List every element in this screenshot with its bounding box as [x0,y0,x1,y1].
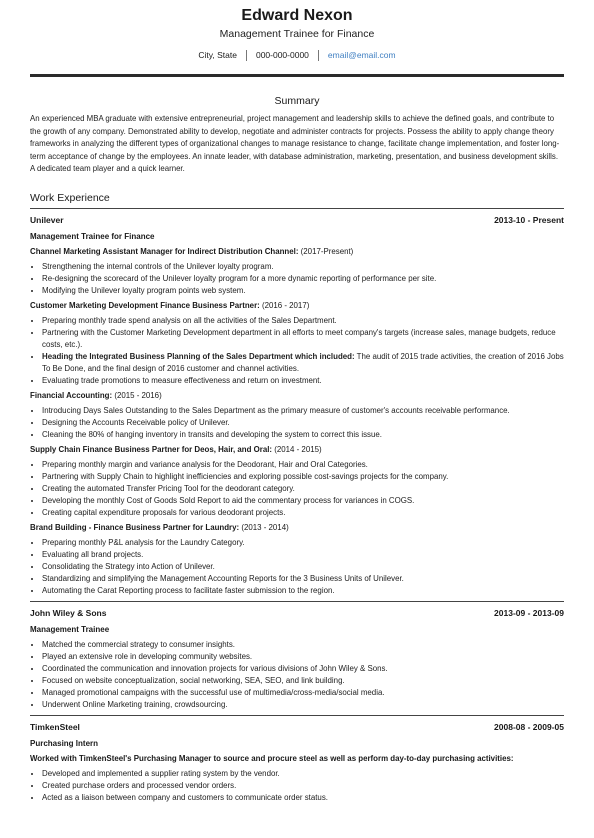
bullet-item: • Coordinated the communication and innovation projects for various divisions of John Wiley & Sons. [42,663,564,675]
role-period: (2017-Present) [298,247,354,256]
bullet-item: • Underwent Online Marketing training, crowdsourcing. [42,699,564,711]
role-heading [30,522,564,534]
bullet-list [30,405,564,441]
bullet-item: • Developing the monthly Cost of Goods Sold Report to aid the commentary process for variances in COGS. [42,495,564,507]
role-heading [30,246,564,258]
job-intro: Worked with TimkenSteel's Purchasing Manager to source and procure steel as well as perform day-to-day purchasing activities: [30,754,514,763]
job-dates: 2008-08 - 2009-05 [494,722,564,732]
bullet-item: • Standardizing and simplifying the Management Accounting Reports for the 3 Business Units of Unilever. [42,573,564,585]
bullet-item: • Consolidating the Strategy into Action of Unilever. [42,561,564,573]
bullet-item: • Focused on website conceptualization, social networking, SEA, SEO, and link building. [42,675,564,687]
role-name: Supply Chain Finance Business Partner for Deos, Hair, and Oral: [30,445,273,454]
company-name: John Wiley & Sons [30,608,107,618]
bullet-item: • Created purchase orders and processed vendor orders. [42,780,564,792]
bullet-item: • Played an extensive role in developing community websites. [42,651,564,663]
job-title: Management Trainee for Finance [30,232,155,241]
divider [246,50,247,61]
role-heading [30,390,564,402]
job-entry [30,601,564,711]
bullet-item: • Re-designing the scorecard of the Unilever loyalty program for a more dynamic reporting of performance per site. [42,273,564,285]
bullet-item: • Designing the Accounts Receivable policy of Unilever. [42,417,564,429]
bullet-item: • Modifying the Unilever loyalty program points web system. [42,285,564,297]
job-header [30,607,564,620]
bullet-emphasis: Heading the Integrated Business Planning of the Sales Department which included: [42,352,355,361]
role-name: Financial Accounting: [30,391,113,400]
bullet-list [30,768,564,804]
role-name: Customer Marketing Development Finance Business Partner: [30,301,260,310]
bullet-item: • Strengthening the internal controls of the Unilever loyalty program. [42,261,564,273]
bullet-item: • Managed promotional campaigns with the successful use of multimedia/cross-media/social media. [42,687,564,699]
location: City, State [198,50,237,60]
bullet-item: • Creating the automated Transfer Pricing Tool for the deodorant category. [42,483,564,495]
role-period: (2014 - 2015) [272,445,322,454]
work-experience-list [30,214,564,804]
role-heading [30,444,564,456]
resume-header [0,6,594,61]
job-header [30,721,564,734]
job-header [30,214,564,227]
bullet-item: • Matched the commercial strategy to consumer insights. [42,639,564,651]
summary-heading: Summary [274,95,320,107]
header-rule [30,74,564,77]
bullet-item: • Partnering with Supply Chain to highlight inefficiencies and exploring possible cost-savings projects for the company. [42,471,564,483]
bullet-list [30,459,564,519]
job-title: Purchasing Intern [30,739,99,748]
role-heading [30,300,564,312]
contact-line [0,49,594,61]
bullet-item: • Heading the Integrated Business Planning of the Sales Department which included: The audit of 2015 trade activities, the creation of 2016 Jobs To Be Done, and the final design of 2016 customer and channel activities. [42,351,564,375]
bullet-item: • Partnering with the Customer Marketing Development department in all efforts to meet company's targets (increase sales, manage budgets, reduce costs, etc.). [42,327,564,351]
summary-text: An experienced MBA graduate with extensive entrepreneurial, project management and leadership skills to achieve the defined goals, and contribute to the growth of any company. Demonstrated ability to develop, negotiate and administer contracts for projects. Possess the ability to apply change theory frameworks in analyzing the different types of organizational changes to manage resistance to change, facilitate change implementation, and foster long-term acceptance of change by the employees. An innate leader, with database administration, marketing, presentation, and business development skills. A dedicated team player and a quick learner. [30,114,560,173]
bullet-item: • Evaluating trade promotions to measure effectiveness and return on investment. [42,375,564,387]
bullet-list [30,537,564,597]
bullet-item: • Preparing monthly margin and variance analysis for the Deodorant, Hair and Oral Categories. [42,459,564,471]
role-period: (2013 - 2014) [239,523,289,532]
job-entry [30,214,564,597]
email-link[interactable]: email@email.com [327,50,396,60]
bullet-item: • Automating the Carat Reporting process to facilitate faster submission to the region. [42,585,564,597]
candidate-title: Management Trainee for Finance [219,28,375,40]
job-title: Management Trainee [30,625,110,634]
role-name: Brand Building - Finance Business Partner for Laundry: [30,523,240,532]
bullet-item: • Preparing monthly P&L analysis for the Laundry Category. [42,537,564,549]
company-name: Unilever [30,215,64,225]
phone: 000-000-0000 [255,50,309,60]
work-experience-heading: Work Experience [30,192,110,204]
job-dates: 2013-10 - Present [494,215,564,225]
job-entry [30,715,564,804]
bullet-list [30,261,564,297]
role-period: (2016 - 2017) [259,301,310,310]
job-dates: 2013-09 - 2013-09 [494,608,564,618]
bullet-item: • Introducing Days Sales Outstanding to the Sales Department as the primary measure of customer's accounts receivable performance. [42,405,564,417]
job-divider [30,601,564,602]
bullet-item: • Developed and implemented a supplier rating system by the vendor. [42,768,564,780]
role-period: (2015 - 2016) [112,391,162,400]
bullet-item: • Creating capital expenditure proposals for various deodorant projects. [42,507,564,519]
bullet-item: • Acted as a liaison between company and customers to communicate order status. [42,792,564,804]
candidate-name: Edward Nexon [241,7,353,24]
job-divider [30,715,564,716]
role-name: Channel Marketing Assistant Manager for Indirect Distribution Channel: [30,247,299,256]
company-name: TimkenSteel [30,722,80,732]
bullet-item: • Cleaning the 80% of hanging inventory in transits and developing the system to correct this issue. [42,429,564,441]
bullet-list [30,639,564,711]
bullet-item: • Evaluating all brand projects. [42,549,564,561]
divider [318,50,319,61]
bullet-item: • Preparing monthly trade spend analysis on all the activities of the Sales Department. [42,315,564,327]
bullet-list [30,315,564,387]
section-rule [30,208,564,209]
